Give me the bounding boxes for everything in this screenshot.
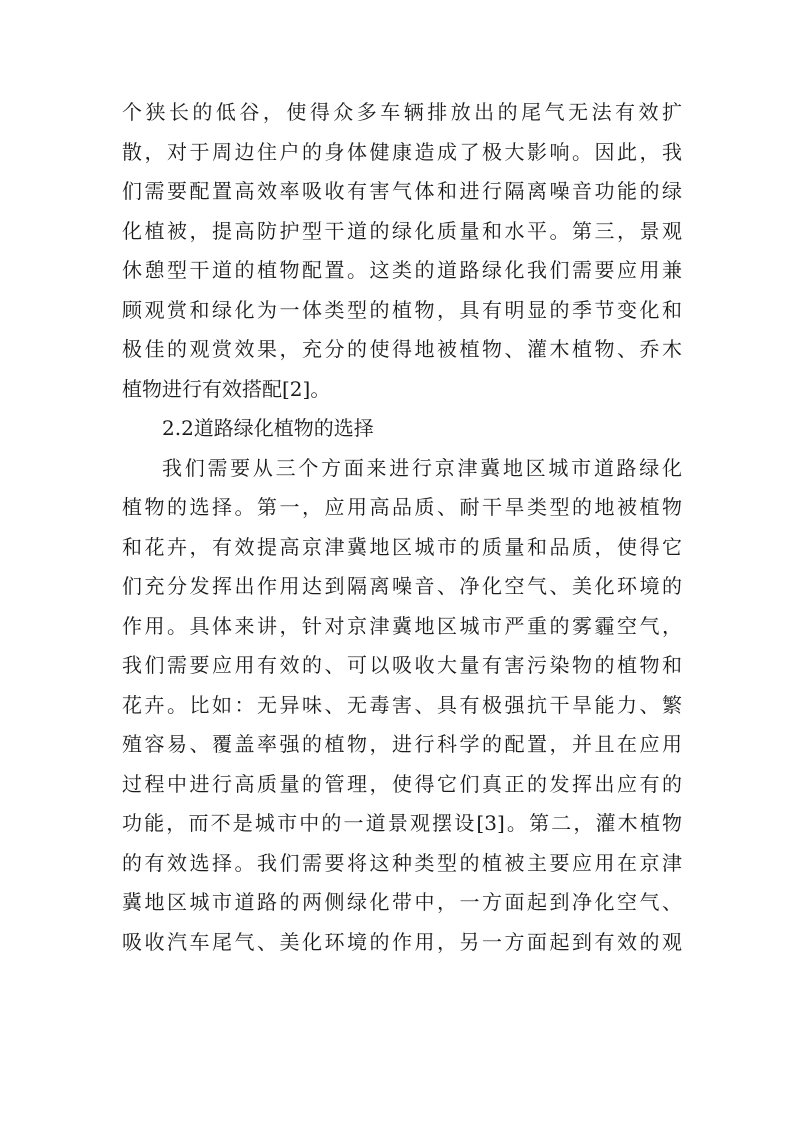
text-line: 化植被，提高防护型干道的绿化质量和水平。第三，景观 — [122, 218, 682, 243]
text-line: 散，对于周边住户的身体健康造成了极大影响。因此，我 — [122, 139, 682, 164]
text-line: 我们需要从三个方面来进行京津冀地区城市道路绿化 — [162, 455, 682, 480]
document-body — [122, 93, 682, 962]
text-line: 植物进行有效搭配[2]。 — [122, 376, 331, 401]
text-line: 花卉。比如：无异味、无毒害、具有极强抗干旱能力、繁 — [122, 692, 682, 717]
text-line: 吸收汽车尾气、美化环境的作用，另一方面起到有效的观 — [122, 929, 682, 954]
text-line: 过程中进行高质量的管理，使得它们真正的发挥出应有的 — [122, 771, 682, 796]
text-line: 作用。具体来讲，针对京津冀地区城市严重的雾霾空气， — [122, 613, 682, 638]
text-line: 和花卉，有效提高京津冀地区城市的质量和品质，使得它 — [122, 534, 682, 559]
section-heading: 2.2道路绿化植物的选择 — [162, 416, 374, 440]
paragraph-1 — [122, 93, 682, 409]
text-line: 植物的选择。第一，应用高品质、耐干旱类型的地被植物 — [122, 495, 682, 519]
text-line: 休憩型干道的植物配置。这类的道路绿化我们需要应用兼 — [122, 258, 682, 282]
text-line: 顾观赏和绿化为一体类型的植物，具有明显的季节变化和 — [122, 297, 682, 322]
text-line: 极佳的观赏效果，充分的使得地被植物、灌木植物、乔木 — [122, 337, 682, 361]
text-line: 功能，而不是城市中的一道景观摆设[3]。第二，灌木植物 — [122, 811, 682, 835]
text-line: 们需要配置高效率吸收有害气体和进行隔离噪音功能的绿 — [122, 179, 682, 203]
text-line: 我们需要应用有效的、可以吸收大量有害污染物的植物和 — [122, 653, 682, 677]
text-line: 个狭长的低谷，使得众多车辆排放出的尾气无法有效扩 — [122, 100, 682, 124]
text-line: 冀地区城市道路的两侧绿化带中，一方面起到净化空气、 — [122, 890, 682, 914]
text-line: 们充分发挥出作用达到隔离噪音、净化空气、美化环境的 — [122, 574, 682, 598]
text-line: 殖容易、覆盖率强的植物，进行科学的配置，并且在应用 — [122, 732, 682, 756]
text-line: 的有效选择。我们需要将这种类型的植被主要应用在京津 — [122, 850, 682, 875]
paragraph-2 — [122, 449, 682, 963]
